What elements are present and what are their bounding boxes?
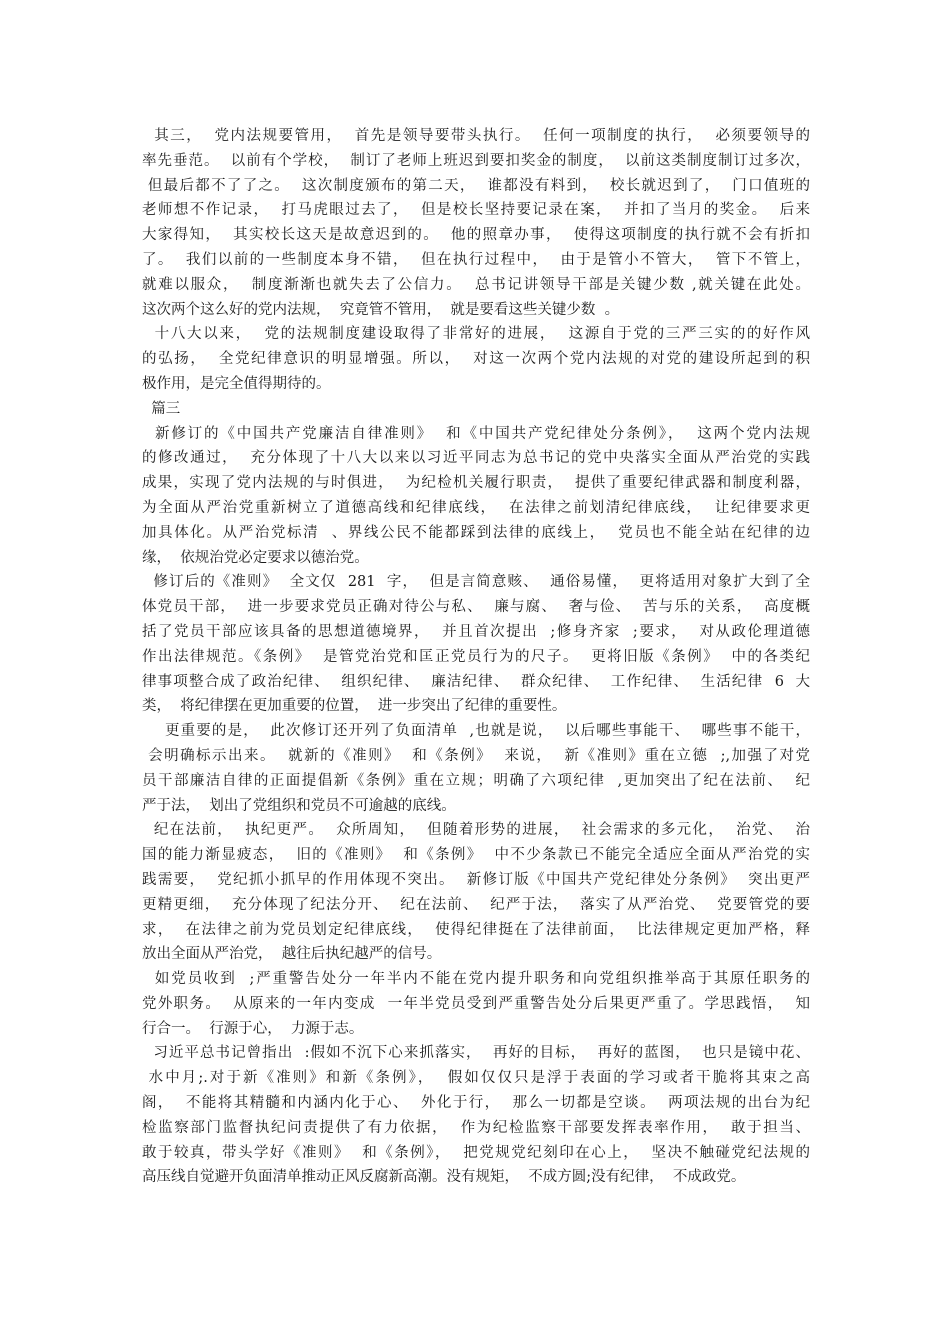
text-line: 律事项整合成了政治纪律、 组织纪律、 廉洁纪律、 群众纪律、 工作纪律、 生活纪律 6 大 — [142, 673, 810, 690]
text-line: 缘， 依规治党必定要求以德治党。 — [142, 549, 369, 566]
text-line: 检监察部门监督执纪问责提供了有力依据， 作为纪检监察干部要发挥表率作用， 敢于担当、 — [142, 1119, 810, 1136]
text-line: 的弘扬， 全党纪律意识的明显增强。所以， 对这一次两个党内法规的对党的建设所起到的积 — [142, 351, 810, 368]
text-line: 新修订的《中国共产党廉洁自律准则》 和《中国共产党纪律处分条例》， 这两个党内法规 — [142, 425, 810, 442]
text-line: 作出法律规范。《条例》 是管党治党和匡正党员行为的尺子。 更将旧版《条例》 中的各类纪 — [142, 648, 810, 665]
text-line: 大家得知， 其实校长这天是故意迟到的。 他的照章办事， 使得这项制度的执行就不会有折扣 — [142, 227, 810, 244]
text-line: 老师想不作记录， 打马虎眼过去了， 但是校长坚持要记录在案， 并扣了当月的奖金。 后来 — [142, 202, 810, 219]
text-line: 阁， 不能将其精髓和内涵内化于心、 外化于行， 那么一切都是空谈。 两项法规的出台为纪 — [142, 1095, 810, 1112]
text-line: 习近平总书记曾指出 :假如不沉下心来抓落实， 再好的目标， 再好的蓝图， 也只是镜中花、 — [142, 1045, 810, 1062]
text-line: 修订后的《准则》 全文仅 281 字， 但是言简意赅、 通俗易懂， 更将适用对象扩大到了全 — [142, 574, 810, 591]
text-line: 成果，实现了党内法规的与时俱进， 为纪检机关履行职责， 提供了重要纪律武器和制度利器， — [142, 475, 810, 492]
text-line: 高压线自觉避开负面清单推动正风反腐新高潮。没有规矩， 不成方圆;没有纪律， 不成政党。 — [142, 1169, 746, 1186]
text-line: 了。 我们以前的一些制度本身不错， 但在执行过程中， 由于是管小不管大， 管下不管上， — [142, 251, 810, 268]
text-line: 如党员收到 ;严重警告处分一年半内不能在党内提升职务和向党组织推举高于其原任职务的 — [142, 971, 810, 988]
text-line: 水中月;.对于新《准则》和新《条例》， 假如仅仅只是浮于表面的学习或者干脆将其束之高 — [142, 1070, 810, 1087]
text-line: 但最后都不了了之。 这次制度颁布的第二天， 谁都没有料到， 校长就迟到了， 门口值班的 — [142, 177, 810, 194]
text-line: 就难以服众， 制度渐渐也就失去了公信力。 总书记讲领导干部是关键少数 ,就关键在此处。 — [142, 276, 810, 293]
text-line: 践需要， 党纪抓小抓早的作用体现不突出。 新修订版《中国共产党纪律处分条例》 突出更严 — [142, 871, 810, 888]
document-body — [142, 124, 810, 1190]
text-line: 会明确标示出来。 就新的《准则》 和《条例》 来说， 新《准则》重在立德 ;,加强了对党 — [142, 747, 810, 764]
text-line: 加具体化。从严治党标清 、界线公民不能都踩到法律的底线上， 党员也不能全站在纪律的边 — [142, 524, 810, 541]
text-line: 体党员干部， 进一步要求党员正确对待公与私、 廉与腐、 奢与俭、 苦与乐的关系， 高度概 — [142, 599, 810, 616]
text-line: 极作用，是完全值得期待的。 — [142, 375, 331, 392]
text-line: 其三， 党内法规要管用， 首先是领导要带头执行。 任何一项制度的执行， 必须要领导的 — [142, 128, 810, 144]
text-line: 率先垂范。 以前有个学校， 制订了老师上班迟到要扣奖金的制度， 以前这类制度制订过多次， — [142, 152, 810, 169]
text-line: 纪在法前， 执纪更严。 众所周知， 但随着形势的进展， 社会需求的多元化， 治党、 治 — [142, 822, 810, 839]
text-line: 的修改通过， 充分体现了十八大以来以习近平同志为总书记的党中央落实全面从严治党的实践 — [142, 450, 810, 467]
text-line: 员干部廉洁自律的正面提倡新《条例》重在立规；明确了六项纪律 ,更加突出了纪在法前、 纪 — [142, 772, 810, 789]
text-line: 括了党员干部应该具备的思想道德境界， 并且首次提出 ;修身齐家 ;要求， 对从政伦理道德 — [142, 623, 810, 640]
text-line: 这次两个这么好的党内法规， 究竟管不管用， 就是要看这些关键少数 。 — [142, 301, 620, 318]
text-line: 类， 将纪律摆在更加重要的位置， 进一步突出了纪律的重要性。 — [142, 698, 567, 715]
text-line: 为全面从严治党重新树立了道德高线和纪律底线， 在法律之前划清纪律底线， 让纪律要求更 — [142, 499, 810, 516]
text-line: 求， 在法律之前为党员划定纪律底线， 使得纪律挺在了法律前面， 比法律规定更加严格，释 — [142, 921, 810, 938]
text-line: 国的能力渐显疲态， 旧的《准则》 和《条例》 中不少条款已不能完全适应全面从严治党的实 — [142, 847, 810, 864]
text-line: 更精更细， 充分体现了纪法分开、 纪在法前、 纪严于法， 落实了从严治党、 党要管党的要 — [142, 896, 810, 913]
text-line: 十八大以来， 党的法规制度建设取得了非常好的进展， 这源自于党的三严三实的的好作风 — [142, 326, 810, 343]
text-line: 更重要的是， 此次修订还开列了负面清单 ,也就是说， 以后哪些事能干、 哪些事不能干， — [142, 723, 810, 740]
text-line: 放出全面从严治党， 越往后执纪越严的信号。 — [142, 946, 442, 963]
text-line: 篇三 — [142, 400, 181, 417]
text-line: 敢于较真，带头学好《准则》 和《条例》， 把党规党纪刻印在心上， 坚决不触碰党纪法规的 — [142, 1144, 810, 1161]
text-line: 行合一。 行源于心， 力源于志。 — [142, 1020, 364, 1037]
text-line: 党外职务。 从原来的一年内变成 一年半党员受到严重警告处分后果更严重了。学思践悟， 知 — [142, 995, 810, 1012]
text-line: 严于法， 划出了党组织和党员不可逾越的底线。 — [142, 797, 456, 814]
